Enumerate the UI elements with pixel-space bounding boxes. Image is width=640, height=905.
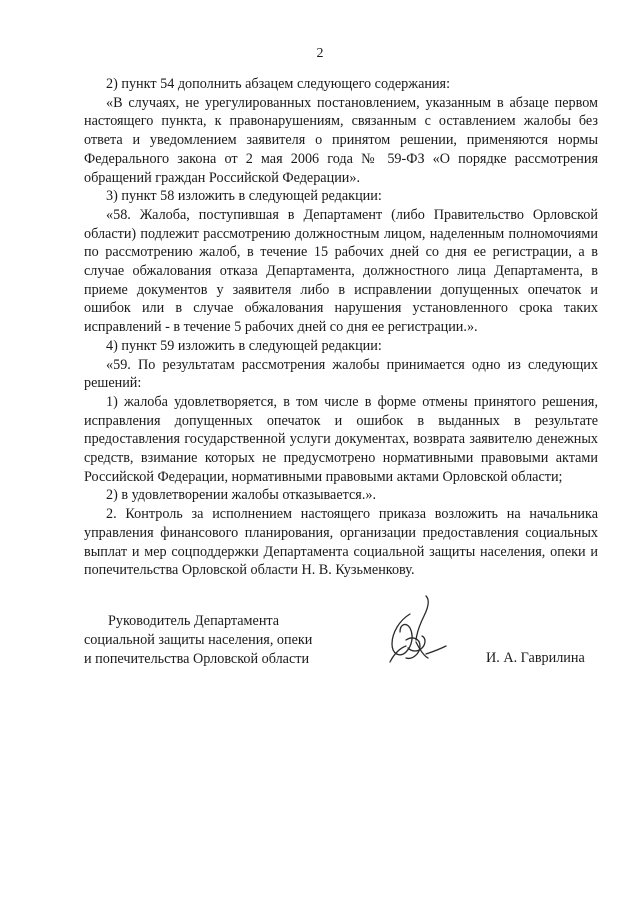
signer-title-line-2: социальной защиты населения, опеки — [84, 632, 313, 648]
quoted-paragraph-59: «59. По результатам рассмотрения жалобы принимается одно из следующих решений: — [84, 356, 598, 392]
quoted-paragraph-54: «В случаях, не урегулированных постановлением, указанным в абзаце первом настоящего пункта, к правонарушениям, связанным с оставлением жалобы без ответа и уведомлением заявителя о принятом решении, применяются нормы Федерального закона от 2 мая 2006 года № 59-ФЗ «О порядке рассмотрения обращений граждан Российской Федерации». — [84, 94, 598, 186]
paragraph-item-2: 2) пункт 54 дополнить абзацем следующего содержания: — [106, 76, 451, 92]
handwritten-signature — [370, 592, 470, 687]
page-number: 2 — [316, 46, 324, 61]
decision-option-1: 1) жалоба удовлетворяется, в том числе в форме отмены принятого решения, исправления допущенных опечаток и ошибок в выданных в результате предоставления государственной услуги документах, возврата заявителю денежных средств, взимание которых не предусмотрено нормативными правовыми актами Российской Федерации, нормативными правовыми актами Орловской области; — [84, 393, 598, 485]
quoted-paragraph-58: «58. Жалоба, поступившая в Департамент (либо Правительство Орловской области) подлежит рассмотрению должностным лицом, наделенным полномочиями по рассмотрению жалоб, в течение 15 рабочих дней со дня ее регистрации, а в случае обжалования отказа Департамента, должностного лица Департамента, в приеме документов у заявителя либо в исправлении допущенных опечаток и ошибок или в случае обжалования нарушения установленного срока таких исправлений - в течение 5 рабочих дней со дня ее регистрации.». — [84, 206, 598, 336]
signer-title-line-3: и попечительства Орловской области — [84, 651, 310, 667]
signature-block — [0, 612, 640, 702]
signer-title — [84, 612, 344, 669]
paragraph-item-3: 3) пункт 58 изложить в следующей редакции: — [106, 188, 382, 205]
paragraph-item-4: 4) пункт 59 изложить в следующей редакции: — [106, 337, 382, 354]
signer-title-line-1: Руководитель Департамента — [108, 613, 280, 629]
control-clause: 2. Контроль за исполнением настоящего приказа возложить на начальника управления финансового планирования, организации предоставления социальных выплат и мер соцподдержки Департамента социальной защиты населения, опеки и попечительства Орловской области Н. В. Кузьменкову. — [84, 506, 598, 579]
signer-name: И. А. Гаврилина — [486, 650, 585, 666]
decision-option-2: 2) в удовлетворении жалобы отказывается.». — [106, 487, 377, 504]
document-body — [84, 75, 598, 580]
